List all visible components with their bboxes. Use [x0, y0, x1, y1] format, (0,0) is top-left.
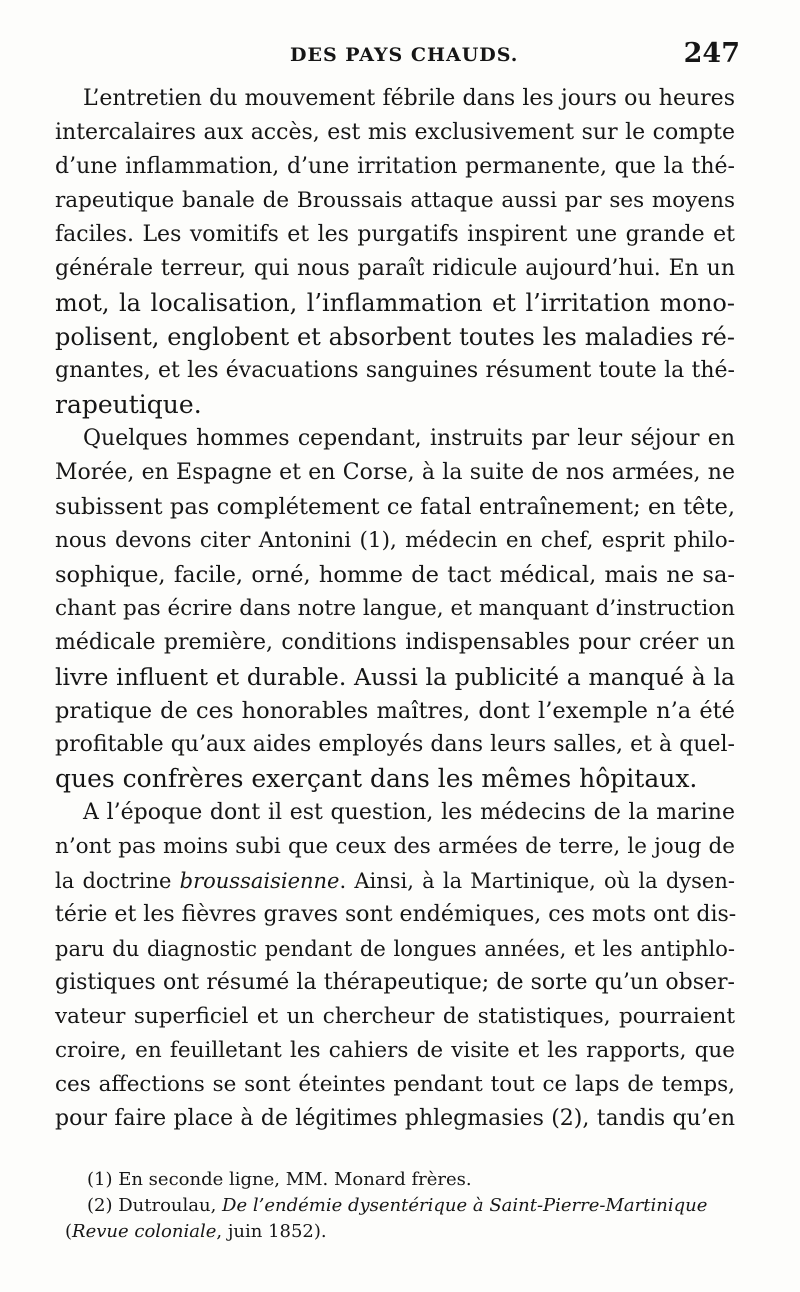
text-line: vateur superficiel et un chercheur de statistiques, pourraient [55, 1004, 735, 1029]
text-line: pratique de ces honorables maîtres, dont l’exemple n’a été [55, 698, 735, 724]
page-number: 247 [683, 38, 740, 69]
footnote-text: ( [65, 1221, 73, 1242]
text-line: paru du diagnostic pendant de longues années, et les antiphlo- [55, 937, 735, 961]
footnote-italic: De l’endémie dysentérique à Saint-Pierre-Martinique [222, 1195, 708, 1216]
text-line: L’entretien du mouvement fébrile dans les jours ou heures [83, 86, 735, 111]
paragraph-1 [55, 82, 735, 422]
text-line: intercalaires aux accès, est mis exclusivement sur le compte [55, 120, 735, 145]
text-line: profitable qu’aux aides employés dans leurs salles, et à quel- [55, 732, 735, 757]
text-line: Morée, en Espagne et en Corse, à la suite de nos armées, ne [55, 460, 735, 485]
text-line: gnantes, et les évacuations sanguines résument toute la thé- [55, 358, 735, 383]
text-segment: la doctrine [55, 869, 180, 893]
paragraph-2 [55, 422, 735, 796]
text-line: A l’époque dont il est question, les médecins de la marine [83, 800, 735, 825]
body-text [55, 82, 735, 1136]
text-line: nous devons citer Antonini (1), médecin en chef, esprit philo- [55, 528, 735, 553]
text-segment: . Ainsi, à la Martinique, où la dysen- [339, 869, 735, 893]
footnote-2-continued [65, 1219, 755, 1245]
footnote-1: (1) En seconde ligne, MM. Monard frères. [87, 1169, 472, 1190]
text-line-with-italic [55, 864, 735, 898]
text-line: mot, la localisation, l’inflammation et l’irritation mono- [55, 289, 735, 317]
running-title: DES PAYS CHAUDS. [290, 44, 519, 66]
text-line: polisent, englobent et absorbent toutes les maladies ré- [55, 323, 735, 351]
footnote-text: (2) Dutroulau, [87, 1195, 223, 1216]
footnote-italic: Revue coloniale [72, 1221, 217, 1242]
footnotes [65, 1167, 755, 1245]
text-line: rapeutique banale de Broussais attaque aussi par ses moyens [55, 188, 735, 213]
text-line: pour faire place à de légitimes phlegmasies (2), tandis qu’en [55, 1106, 735, 1131]
text-line: chant pas écrire dans notre langue, et manquant d’instruction [55, 596, 735, 621]
text-line: ques confrères exerçant dans les mêmes hôpitaux. [55, 764, 698, 793]
running-header [60, 38, 740, 78]
text-line: rapeutique. [55, 390, 202, 419]
text-line: médicale première, conditions indispensables pour créer un [55, 630, 735, 655]
text-line: n’ont pas moins subi que ceux des armées de terre, le joug de [55, 834, 735, 859]
italic-term: broussaisienne [179, 869, 340, 893]
text-line: gistiques ont résumé la thérapeutique; de sorte qu’un obser- [55, 970, 735, 995]
text-line: d’une inflammation, d’une irritation permanente, que la thé- [55, 154, 735, 179]
text-line: térie et les fièvres graves sont endémiques, ces mots ont dis- [55, 902, 737, 927]
text-line: Quelques hommes cependant, instruits par leur séjour en [83, 426, 735, 451]
footnote-text: , juin 1852). [216, 1221, 327, 1242]
footnote-2 [65, 1193, 755, 1219]
text-line: subissent pas complétement ce fatal entraînement; en tête, [55, 494, 735, 520]
text-line: ces affections se sont éteintes pendant tout ce laps de temps, [55, 1072, 735, 1097]
text-line: faciles. Les vomitifs et les purgatifs inspirent une grande et [55, 222, 735, 247]
text-line: croire, en feuilletant les cahiers de visite et les rapports, que [55, 1038, 735, 1063]
paragraph-3 [55, 796, 735, 1136]
text-line: livre influent et durable. Aussi la publicité a manqué à la [55, 663, 735, 691]
text-line: sophique, facile, orné, homme de tact médical, mais ne sa- [55, 562, 735, 588]
text-line: générale terreur, qui nous paraît ridicule aujourd’hui. En un [55, 256, 735, 281]
